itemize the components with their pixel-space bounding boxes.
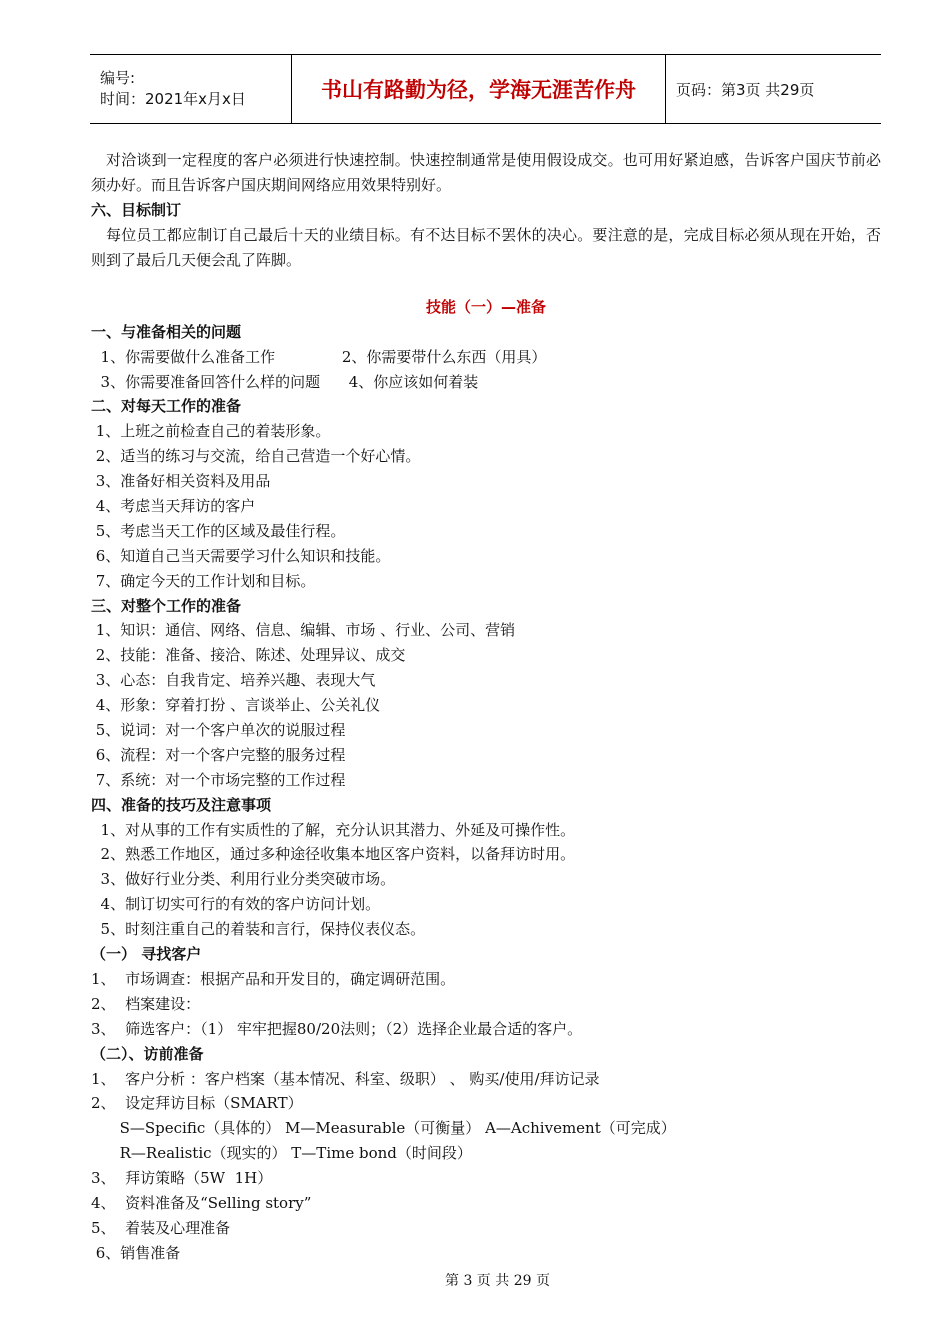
document-number-label: 编号: (100, 69, 136, 87)
list-item: 2、适当的练习与交流，给自己营造一个好心情。 (91, 447, 421, 466)
list-item: 6、知道自己当天需要学习什么知识和技能。 (91, 546, 391, 565)
section-heading: （一） 寻找客户 (91, 945, 202, 964)
list-item: 3、心态：自我肯定、培养兴趣、表现大气 (91, 671, 376, 690)
list-item: 3、做好行业分类、利用行业分类突破市场。 (91, 870, 396, 889)
list-item: 4、考虑当天拜访的客户 (91, 497, 256, 516)
list-item: 1、 市场调查：根据产品和开发目的，确定调研范围。 (91, 969, 456, 988)
list-item: 2、 设定拜访目标（SMART） (91, 1094, 303, 1113)
content-lines (91, 320, 881, 1266)
list-item: 2、 档案建设： (91, 994, 201, 1013)
paragraph: 对洽谈到一定程度的客户必须进行快速控制。快速控制通常是使用假设成交。也可用好紧迫感，告诉客户国庆节前必须办好。而且告诉客户国庆期间网络应用效果特别好。 (91, 151, 881, 194)
document-time: 时间：2021年x月x日 (100, 90, 246, 108)
section-heading: （二）、访前准备 (91, 1044, 204, 1063)
list-item: 1、对从事的工作有实质性的了解，充分认识其潜力、外延及可操作性。 (91, 820, 576, 839)
section-heading: 二、对每天工作的准备 (91, 397, 242, 416)
list-item: 3、准备好相关资料及用品 (91, 472, 271, 491)
list-item: 7、确定今天的工作计划和目标。 (91, 571, 316, 590)
list-item: 2、技能：准备、接洽、陈述、处理异议、成交 (91, 646, 406, 665)
list-item: 3、 筛选客户：（1） 牢牢把握80/20法则；（2）选择企业最合适的客户。 (91, 1019, 583, 1038)
list-item: 1、你需要做什么准备工作 2、你需要带什么东西（用具） (91, 347, 547, 366)
page-footer: 第 3 页 共 29 页 (445, 1273, 550, 1289)
page-header (90, 54, 881, 124)
list-item: S—Specific（具体的） M—Measurable（可衡量） A—Achivement（可完成） (91, 1119, 676, 1138)
paragraph: 每位员工都应制订自己最后十天的业绩目标。有不达目标不罢休的决心。要注意的是，完成目标必须从现在开始，否则到了最后几天便会乱了阵脚。 (91, 225, 881, 269)
list-item: 4、形象：穿着打扮 、言谈举止、公关礼仪 (91, 696, 381, 715)
section-heading: 六、目标制订 (91, 201, 182, 219)
list-item: 5、 着装及心理准备 (91, 1218, 231, 1237)
list-item: 3、 拜访策略（5W 1H） (91, 1169, 273, 1188)
list-item: 4、制订切实可行的有效的客户访问计划。 (91, 895, 381, 914)
document-body (91, 148, 881, 1266)
header-page-info: 页码：第3页 共29页 (676, 80, 815, 99)
list-item: 1、 客户分析 ：客户档案（基本情况、科室、级职） 、 购买/使用/拜访记录 (91, 1069, 600, 1088)
section-heading: 四、准备的技巧及注意事项 (91, 795, 272, 814)
list-item: 5、时刻注重自己的着装和言行，保持仪表仪态。 (91, 920, 426, 939)
list-item: 5、考虑当天工作的区域及最佳行程。 (91, 521, 346, 540)
list-item: 1、上班之前检查自己的着装形象。 (91, 422, 331, 441)
section-heading: 三、对整个工作的准备 (91, 596, 242, 615)
list-item: 3、你需要准备回答什么样的问题 4、你应该如何着装 (91, 372, 479, 391)
section-title: 技能（一）—准备 (425, 297, 546, 316)
list-item: 2、熟悉工作地区，通过多种途径收集本地区客户资料，以备拜访时用。 (91, 845, 576, 864)
header-meta (90, 55, 291, 123)
list-item: 6、销售准备 (91, 1243, 181, 1262)
list-item: 6、流程：对一个客户完整的服务过程 (91, 745, 346, 764)
list-item: 4、 资料准备及“Selling story” (91, 1193, 312, 1212)
section-heading: 一、与准备相关的问题 (91, 322, 242, 341)
list-item: R—Realistic（现实的） T—Time bond（时间段） (91, 1144, 472, 1163)
list-item: 7、系统：对一个市场完整的工作过程 (91, 770, 346, 789)
list-item: 1、知识：通信、网络、信息、编辑、市场 、行业、公司、营销 (91, 621, 516, 640)
list-item: 5、说词：对一个客户单次的说服过程 (91, 721, 346, 740)
header-motto: 书山有路勤为径，学海无涯苦作舟 (291, 55, 666, 123)
